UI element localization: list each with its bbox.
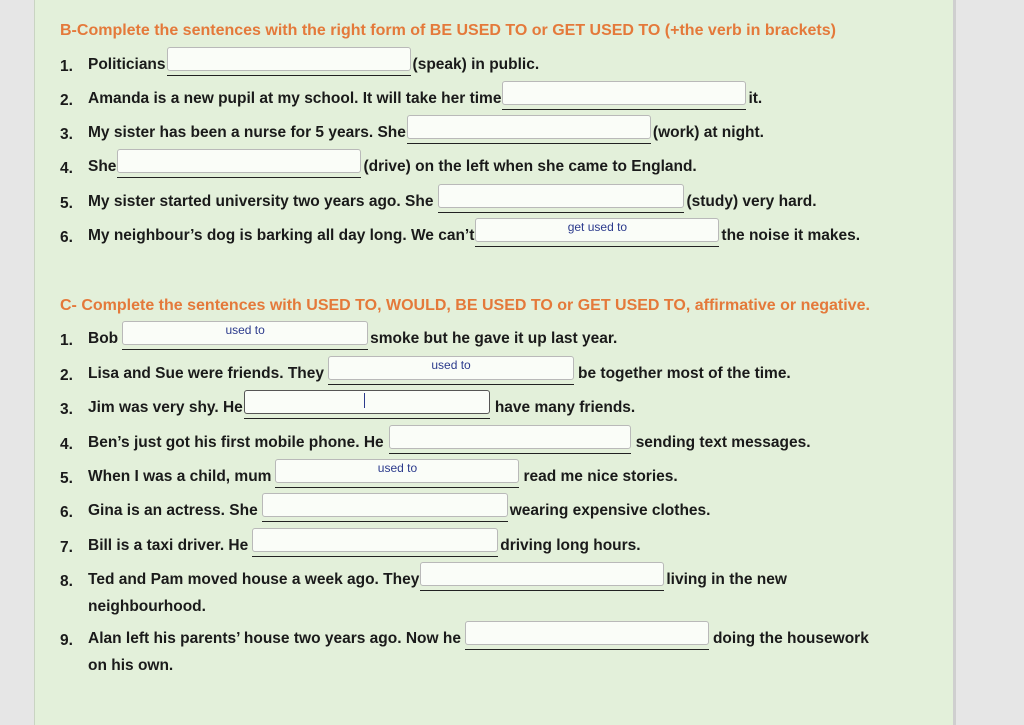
c3-answer-field[interactable]	[244, 389, 490, 419]
b-item-text-before: My neighbour’s dog is barking all day long. We can’t	[88, 227, 475, 244]
c-item-text-after: have many friends.	[494, 399, 636, 416]
c5-answer-field[interactable]	[275, 458, 519, 488]
b-item-number: 2.	[60, 92, 73, 109]
c-item-9	[88, 620, 869, 650]
b-item-text-before: My sister started university two years ago. She	[88, 193, 434, 210]
section-c-heading: C- Complete the sentences with USED TO, WOULD, BE USED TO or GET USED TO, affirmative or negative.	[60, 297, 870, 314]
c2-answer-input[interactable]: used to	[328, 356, 574, 380]
b4-answer-field[interactable]	[117, 148, 361, 178]
b-item-5	[88, 183, 817, 213]
b1-answer-input[interactable]	[167, 47, 411, 71]
c7-answer-field[interactable]	[252, 527, 498, 557]
b6-answer-input[interactable]: get used to	[475, 218, 719, 242]
c9-answer-input[interactable]	[465, 621, 709, 645]
b-item-2	[88, 80, 762, 110]
c-item-number: 5.	[60, 470, 73, 487]
b5-answer-field[interactable]	[438, 183, 684, 213]
c8-answer-input[interactable]	[420, 562, 664, 586]
b2-answer-field[interactable]	[502, 80, 746, 110]
b-item-1	[88, 46, 539, 76]
c-item-text-after: driving long hours.	[500, 537, 641, 554]
b4-answer-input[interactable]	[117, 149, 361, 173]
c8-answer-field[interactable]	[420, 561, 664, 591]
c-item-text-after: be together most of the time.	[578, 365, 791, 382]
c-item-text-before: Gina is an actress. She	[88, 502, 258, 519]
b-item-text-before: My sister has been a nurse for 5 years. She	[88, 124, 406, 141]
c-item-8-continuation: neighbourhood.	[88, 598, 206, 615]
c-item-number: 9.	[60, 632, 73, 649]
c-item-text-before: Bill is a taxi driver. He	[88, 537, 249, 554]
c5-answer-input[interactable]: used to	[275, 459, 519, 483]
c-item-3	[88, 389, 635, 419]
b6-answer-field[interactable]	[475, 217, 719, 247]
b-item-text-after: (speak) in public.	[412, 56, 540, 73]
b2-answer-input[interactable]	[502, 81, 746, 105]
c-item-text-after: doing the housework	[712, 630, 869, 647]
b-item-text-before: She	[88, 158, 117, 175]
c-item-7	[88, 527, 641, 557]
c-item-number: 7.	[60, 539, 73, 556]
c-item-number: 4.	[60, 436, 73, 453]
b-item-3	[88, 114, 764, 144]
b3-answer-field[interactable]	[407, 114, 651, 144]
c-item-2	[88, 355, 791, 385]
c1-answer-input[interactable]: used to	[122, 321, 368, 345]
c-item-text-before: Lisa and Sue were friends. They	[88, 365, 325, 382]
b-item-text-after: it.	[748, 90, 763, 107]
c-item-text-before: Jim was very shy. He	[88, 399, 243, 416]
c-item-text-before: When I was a child, mum	[88, 468, 272, 485]
c-item-4	[88, 424, 811, 454]
c2-answer-field[interactable]	[328, 355, 574, 385]
b-item-text-before: Amanda is a new pupil at my school. It will take her time	[88, 90, 502, 107]
c-item-text-before: Ted and Pam moved house a week ago. They	[88, 571, 420, 588]
c-item-number: 8.	[60, 573, 73, 590]
b-item-text-after: (work) at night.	[652, 124, 764, 141]
c1-answer-field[interactable]	[122, 320, 368, 350]
c-item-text-before: Alan left his parents’ house two years ago. Now he	[88, 630, 461, 647]
c-item-text-after: living in the new	[666, 571, 787, 588]
c-item-number: 1.	[60, 332, 73, 349]
b-item-6	[88, 217, 860, 247]
c-item-6	[88, 492, 710, 522]
b3-answer-input[interactable]	[407, 115, 651, 139]
c-item-text-after: read me nice stories.	[523, 468, 678, 485]
b-item-number: 6.	[60, 229, 73, 246]
c-item-text-after: sending text messages.	[635, 434, 811, 451]
b-item-number: 5.	[60, 195, 73, 212]
b-item-4	[88, 148, 697, 178]
c4-answer-input[interactable]	[389, 425, 631, 449]
c-item-5	[88, 458, 678, 488]
c-item-1	[88, 320, 617, 350]
c-item-text-after: smoke but he gave it up last year.	[370, 330, 618, 347]
c7-answer-input[interactable]	[252, 528, 498, 552]
c-item-text-before: Bob	[88, 330, 119, 347]
c3-answer-input[interactable]	[244, 390, 490, 414]
text-cursor	[364, 393, 365, 408]
c-item-text-before: Ben’s just got his first mobile phone. He	[88, 434, 384, 451]
b5-answer-input[interactable]	[438, 184, 684, 208]
b-item-text-after: (study) very hard.	[686, 193, 817, 210]
b-item-number: 3.	[60, 126, 73, 143]
b-item-text-before: Politicians	[88, 56, 166, 73]
c6-answer-field[interactable]	[262, 492, 508, 522]
b-item-number: 4.	[60, 160, 73, 177]
c-item-8	[88, 561, 787, 591]
c9-answer-field[interactable]	[465, 620, 709, 650]
c-item-text-after: wearing expensive clothes.	[509, 502, 711, 519]
section-b-heading: B-Complete the sentences with the right form of BE USED TO or GET USED TO (+the verb in brackets)	[60, 22, 836, 39]
c-item-9-continuation: on his own.	[88, 657, 174, 674]
c4-answer-field[interactable]	[389, 424, 631, 454]
c-item-number: 6.	[60, 504, 73, 521]
b-item-text-after: the noise it makes.	[721, 227, 861, 244]
c-item-number: 3.	[60, 401, 73, 418]
page-edge	[953, 0, 956, 725]
c-item-number: 2.	[60, 367, 73, 384]
b-item-text-after: (drive) on the left when she came to England.	[363, 158, 697, 175]
b-item-number: 1.	[60, 58, 73, 75]
b1-answer-field[interactable]	[167, 46, 411, 76]
c6-answer-input[interactable]	[262, 493, 508, 517]
